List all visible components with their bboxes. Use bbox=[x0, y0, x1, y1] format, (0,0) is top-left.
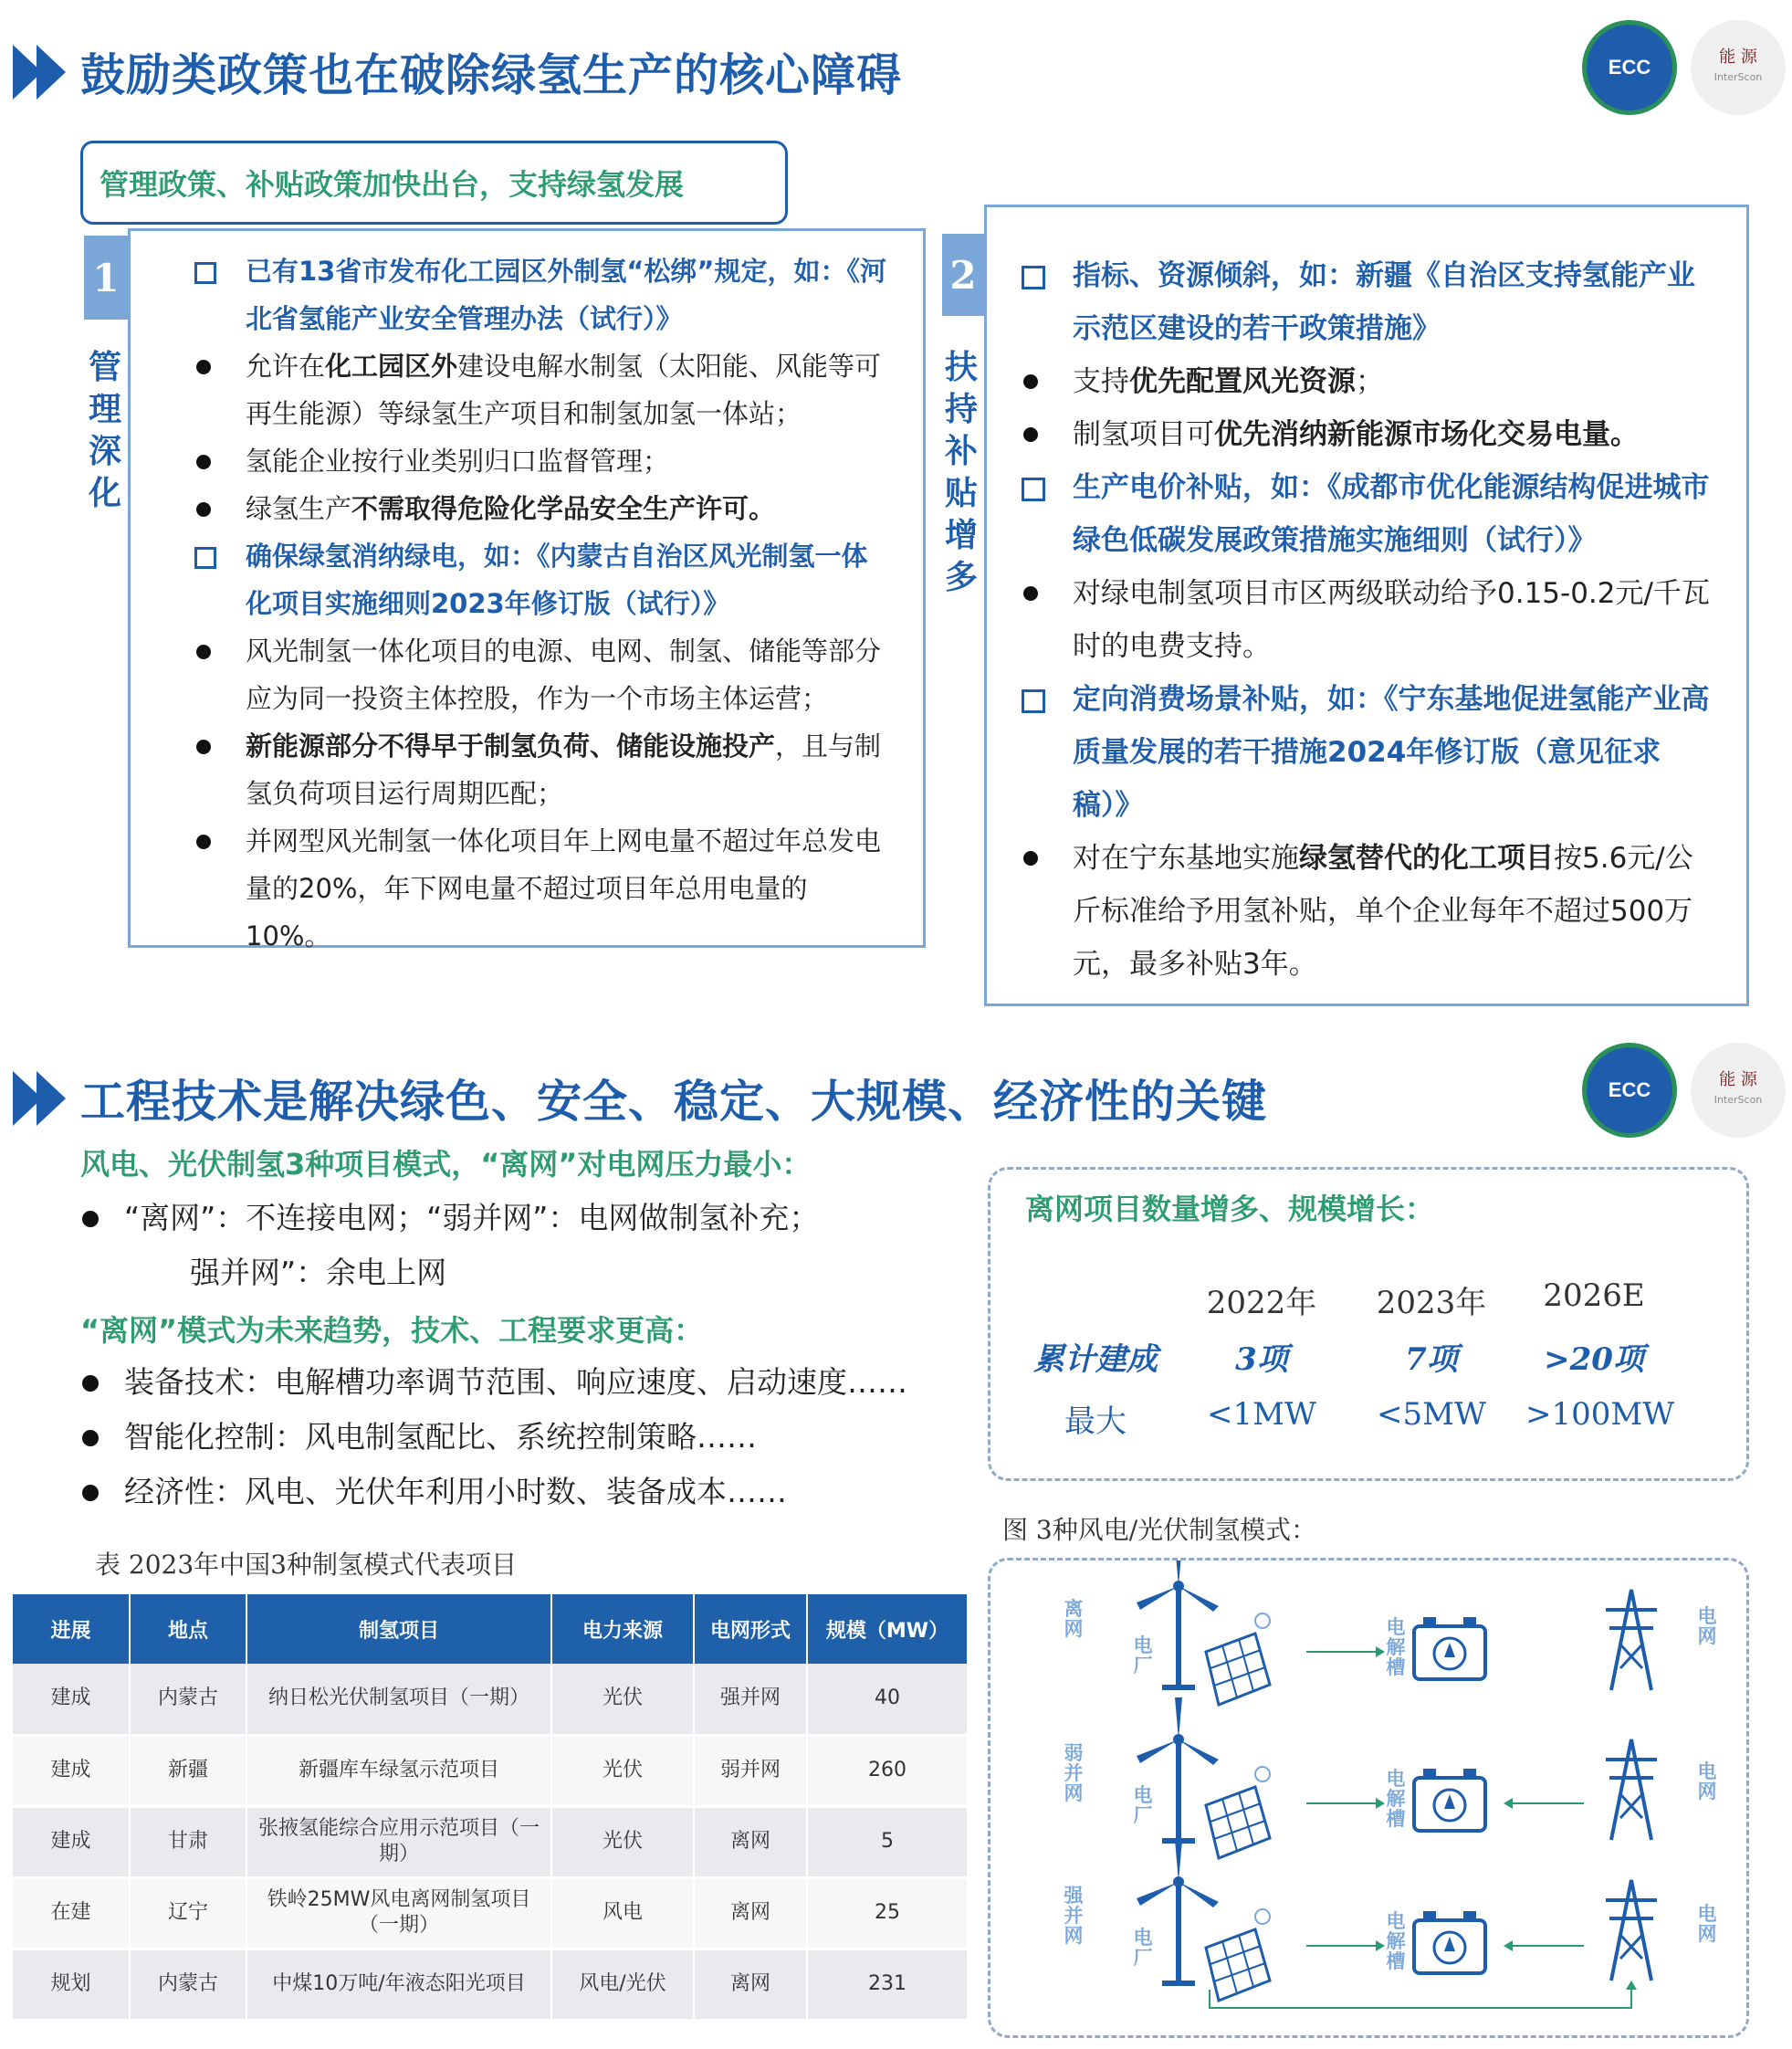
table-cell: 231 bbox=[807, 1949, 968, 2020]
list-item: “离网”：不连接电网；“弱并网”：电网做制氢补充； 强并网”：余电上网 bbox=[80, 1191, 819, 1300]
table-row bbox=[13, 1735, 968, 1806]
chevron-icon bbox=[13, 1071, 60, 1126]
modes-diagram bbox=[990, 1560, 1752, 2041]
table-cell: 离网 bbox=[694, 1806, 807, 1877]
panel1-label: 管理深化 bbox=[88, 349, 121, 512]
section1-title: 鼓励类政策也在破除绿氢生产的核心障碍 bbox=[80, 49, 903, 101]
table-cell: 风电/光伏 bbox=[551, 1949, 694, 2020]
subheading-modes: 风电、光伏制氢3种项目模式，“离网”对电网压力最小： bbox=[80, 1147, 812, 1182]
list-item: 经济性：风电、光伏年利用小时数、装备成本…… bbox=[80, 1465, 907, 1519]
row-label-cumulative: 累计建成 bbox=[1033, 1341, 1158, 1378]
table-body bbox=[13, 1664, 968, 2020]
table-cell: 张掖氢能综合应用示范项目（一期） bbox=[246, 1806, 551, 1877]
panel2-number: 2 bbox=[942, 234, 984, 316]
mode-label: 离网 bbox=[1064, 1598, 1084, 1640]
table-cell: 弱并网 bbox=[694, 1735, 807, 1806]
chevron-icon bbox=[13, 45, 60, 100]
panel2-label: 扶持补贴增多 bbox=[944, 349, 978, 596]
table-header-cell: 电网形式 bbox=[694, 1594, 807, 1664]
policy-bullet-item: 风光制氢一体化项目的电源、电网、制氢、储能等部分应为同一投资主体控股，作为一个市场主体运营； bbox=[193, 627, 886, 722]
table-cell: 铁岭25MW风电离网制氢项目（一期） bbox=[246, 1877, 551, 1949]
table-cell: 风电 bbox=[551, 1877, 694, 1949]
row-label-max: 最大 bbox=[1064, 1403, 1127, 1440]
section1-heading bbox=[13, 40, 902, 104]
table-cell: 260 bbox=[807, 1735, 968, 1806]
policy-bullet-item: 支持优先配置风光资源； bbox=[1020, 355, 1713, 408]
ecc-logo-icon: ECC bbox=[1582, 20, 1677, 115]
cumulative-2022: 3项 bbox=[1235, 1341, 1288, 1378]
table-header-cell: 制氢项目 bbox=[246, 1594, 551, 1664]
table-cell: 内蒙古 bbox=[130, 1664, 246, 1735]
panel1 bbox=[128, 228, 926, 951]
policy-tag: 管理政策、补贴政策加快出台，支持绿氢发展 bbox=[80, 141, 788, 225]
max-2026e: >100MW bbox=[1525, 1396, 1675, 1433]
grid-label: 电网 bbox=[1697, 1760, 1717, 1802]
table-cell: 甘肃 bbox=[130, 1806, 246, 1877]
policy-bullet-item: 允许在化工园区外建设电解水制氢（太阳能、风能等可再生能源）等绿氢生产项目和制氢加氢一体站； bbox=[193, 342, 886, 437]
table-row bbox=[13, 1877, 968, 1949]
policy-bullet-item: 并网型风光制氢一体化项目年上网电量不超过年总发电量的20%，年下网电量不超过项目年总用电量的10%。 bbox=[193, 817, 886, 960]
policy-bullet-item: 新能源部分不得早于制氢负荷、储能设施投产，且与制氢负荷项目运行周期匹配； bbox=[193, 722, 886, 817]
year-2026e: 2026E bbox=[1543, 1277, 1645, 1314]
cumulative-2026e: >20项 bbox=[1544, 1341, 1644, 1378]
source-label: 电厂 bbox=[1133, 1634, 1153, 1676]
offgrid-stats-box bbox=[988, 1167, 1749, 1481]
policy-heading-item: 定向消费场景补贴，如：《宁东基地促进氢能产业高质量发展的若干措施2024年修订版（意见征求稿）》 bbox=[1020, 673, 1713, 832]
electrolyzer-label: 电解槽 bbox=[1386, 1616, 1406, 1678]
panel1-list bbox=[193, 247, 886, 960]
section2-heading bbox=[13, 1067, 1267, 1130]
ecc-logo-icon: ECC bbox=[1582, 1043, 1677, 1138]
policy-heading-item: 确保绿氢消纳绿电，如：《内蒙古自治区风光制氢一体化项目实施细则2023年修订版（试行）》 bbox=[193, 532, 886, 627]
table-cell: 中煤10万吨/年液态阳光项目 bbox=[246, 1949, 551, 2020]
requirements-list bbox=[80, 1355, 907, 1519]
table-cell: 建成 bbox=[13, 1664, 130, 1735]
table-cell: 建成 bbox=[13, 1735, 130, 1806]
table-row bbox=[13, 1806, 968, 1877]
table-cell: 新疆库车绿氢示范项目 bbox=[246, 1735, 551, 1806]
policy-bullet-item: 绿氢生产不需取得危险化学品安全生产许可。 bbox=[193, 485, 886, 532]
electrolyzer-label: 电解槽 bbox=[1386, 1910, 1406, 1972]
table-header-row bbox=[13, 1594, 968, 1664]
electrolyzer-label: 电解槽 bbox=[1386, 1768, 1406, 1830]
table-cell: 光伏 bbox=[551, 1735, 694, 1806]
modes-list bbox=[80, 1191, 819, 1300]
figure-caption: 图 3种风电/光伏制氢模式： bbox=[1002, 1515, 1317, 1545]
mode-label: 强并网 bbox=[1064, 1885, 1084, 1947]
offgrid-title: 离网项目数量增多、规模增长： bbox=[1025, 1192, 1435, 1226]
max-2023: <5MW bbox=[1377, 1396, 1486, 1433]
table-cell: 5 bbox=[807, 1806, 968, 1877]
policy-heading-item: 已有13省市发布化工园区外制氢“松绑”规定，如：《河北省氢能产业安全管理办法（试行）》 bbox=[193, 247, 886, 342]
panel2 bbox=[984, 205, 1749, 1006]
source-label: 电厂 bbox=[1133, 1784, 1153, 1826]
policy-bullet-item: 氢能企业按行业类别归口监督管理； bbox=[193, 437, 886, 485]
table-cell: 光伏 bbox=[551, 1806, 694, 1877]
projects-table bbox=[13, 1594, 969, 2022]
table-header-cell: 地点 bbox=[130, 1594, 246, 1664]
policy-heading-item: 指标、资源倾斜，如：新疆《自治区支持氢能产业示范区建设的若干政策措施》 bbox=[1020, 249, 1713, 355]
section2-title: 工程技术是解决绿色、安全、稳定、大规模、经济性的关键 bbox=[80, 1076, 1268, 1128]
table-cell: 25 bbox=[807, 1877, 968, 1949]
table-caption: 表 2023年中国3种制氢模式代表项目 bbox=[95, 1550, 517, 1580]
policy-bullet-item: 对绿电制氢项目市区两级联动给予0.15-0.2元/千瓦时的电费支持。 bbox=[1020, 567, 1713, 673]
table-cell: 规划 bbox=[13, 1949, 130, 2020]
policy-bullet-item: 对在宁东基地实施绿氢替代的化工项目按5.6元/公斤标准给予用氢补贴，单个企业每年不超过500万元，最多补贴3年。 bbox=[1020, 832, 1713, 991]
table-row bbox=[13, 1949, 968, 2020]
year-2022: 2022年 bbox=[1206, 1285, 1317, 1321]
list-item: 装备技术：电解槽功率调节范围、响应速度、启动速度…… bbox=[80, 1355, 907, 1410]
interscon-logo-icon: 能 源 InterScon bbox=[1691, 20, 1786, 115]
table-row bbox=[13, 1664, 968, 1735]
table-header-cell: 电力来源 bbox=[551, 1594, 694, 1664]
list-item: 智能化控制：风电制氢配比、系统控制策略…… bbox=[80, 1410, 907, 1465]
table-cell: 建成 bbox=[13, 1806, 130, 1877]
table-cell: 内蒙古 bbox=[130, 1949, 246, 2020]
panel2-list bbox=[1020, 249, 1713, 991]
grid-label: 电网 bbox=[1697, 1903, 1717, 1945]
table-cell: 在建 bbox=[13, 1877, 130, 1949]
table-cell: 离网 bbox=[694, 1949, 807, 2020]
table-cell: 光伏 bbox=[551, 1664, 694, 1735]
grid-label: 电网 bbox=[1697, 1605, 1717, 1647]
year-2023: 2023年 bbox=[1376, 1285, 1487, 1321]
interscon-logo-icon: 能 源 InterScon bbox=[1691, 1043, 1786, 1138]
panel1-number: 1 bbox=[84, 236, 128, 320]
source-label: 电厂 bbox=[1133, 1927, 1153, 1969]
table-cell: 离网 bbox=[694, 1877, 807, 1949]
table-cell: 强并网 bbox=[694, 1664, 807, 1735]
modes-figure bbox=[988, 1558, 1749, 2038]
max-2022: <1MW bbox=[1207, 1396, 1316, 1433]
policy-bullet-item: 制氢项目可优先消纳新能源市场化交易电量。 bbox=[1020, 408, 1713, 461]
cumulative-2023: 7项 bbox=[1405, 1341, 1458, 1378]
table-header-cell: 规模（MW） bbox=[807, 1594, 968, 1664]
policy-heading-item: 生产电价补贴，如：《成都市优化能源结构促进城市绿色低碳发展政策措施实施细则（试行）》 bbox=[1020, 461, 1713, 567]
table-cell: 新疆 bbox=[130, 1735, 246, 1806]
table-cell: 纳日松光伏制氢项目（一期） bbox=[246, 1664, 551, 1735]
table-header-cell: 进展 bbox=[13, 1594, 130, 1664]
table-cell: 40 bbox=[807, 1664, 968, 1735]
subheading-offgrid: “离网”模式为未来趋势，技术、工程要求更高： bbox=[80, 1313, 704, 1348]
table-cell: 辽宁 bbox=[130, 1877, 246, 1949]
mode-label: 弱并网 bbox=[1064, 1742, 1084, 1804]
